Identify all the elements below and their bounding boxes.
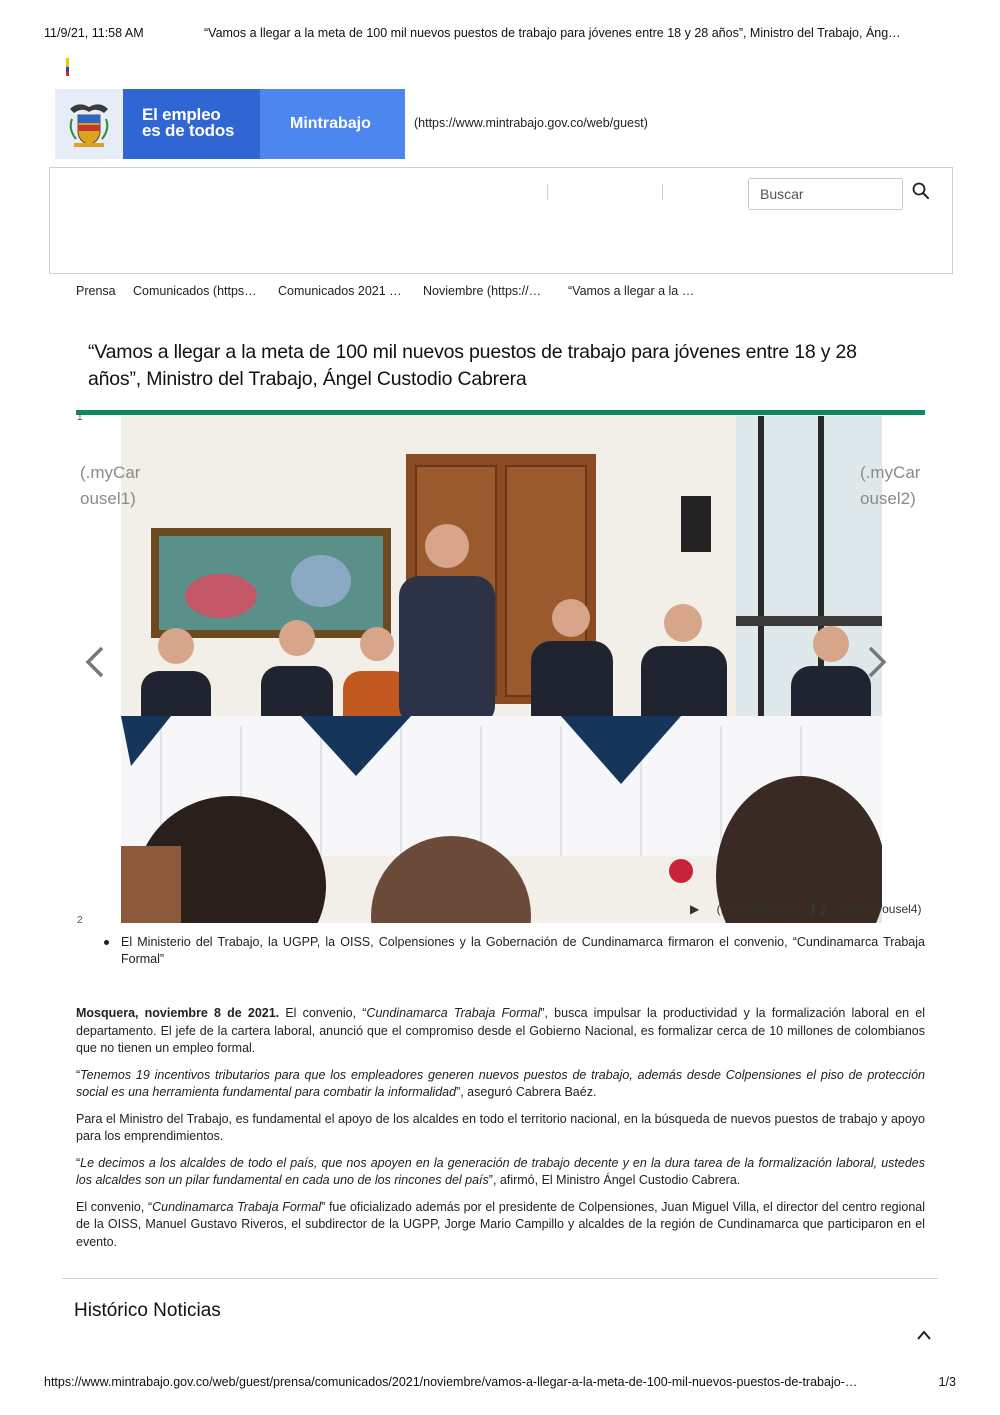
article-paragraph: [76, 1067, 925, 1102]
text-span: “: [76, 1155, 81, 1170]
page-title: “Vamos a llegar a la meta de 100 mil nuevos puestos de trabajo para jóvenes entre 18 y 28 años”, Ministro del Trabajo, Ángel Custodio Cabrera: [88, 341, 857, 390]
breadcrumb-item-comunicados[interactable]: Comunicados (https…: [133, 284, 257, 298]
article-paragraph: Para el Ministro del Trabajo, es fundamental el apoyo de los alcaldes en todo el territorio nacional, en la búsqueda de nuevos puestos de trabajo y apoyo para los emprendimientos.: [76, 1111, 925, 1143]
brand-home-link[interactable]: (https://www.mintrabajo.gov.co/web/guest): [414, 116, 648, 130]
navigation-bar: [49, 167, 953, 274]
section-divider: [62, 1278, 938, 1279]
article-photo: [121, 416, 882, 923]
chevron-up-icon[interactable]: [916, 1328, 932, 1340]
carousel-index-top: 1: [77, 412, 83, 423]
nav-divider: [662, 184, 663, 200]
carousel-next-link[interactable]: [860, 460, 920, 512]
carousel-pause-control[interactable]: [808, 902, 921, 916]
nav-divider: [547, 184, 548, 200]
breadcrumb-item-prensa[interactable]: Prensa: [76, 284, 116, 298]
coat-of-arms-icon: [55, 89, 123, 159]
slogan-line-2: es de todos: [142, 121, 235, 140]
carousel-play-control[interactable]: [690, 902, 799, 916]
text-span: El convenio, “: [76, 1199, 153, 1214]
bullet-icon: [104, 940, 109, 945]
text-span: ”, aseguró Cabrera Baéz.: [456, 1085, 597, 1099]
carousel-prev-link-text: ousel1): [80, 489, 136, 508]
photo-caption-text: El Ministerio del Trabajo, la UGPP, la OISS, Colpensiones y la Gobernación de Cundinamarca firmaron el convenio, “Cundinamarca Trabaja Formal”: [121, 935, 925, 966]
brand-banner[interactable]: [55, 89, 405, 159]
carousel-prev-link[interactable]: [80, 460, 140, 512]
carousel-prev-link-text: (.myCar: [80, 463, 141, 482]
breadcrumb-item-current: “Vamos a llegar a la …: [568, 284, 695, 298]
quote-text: Le decimos a los alcaldes de todo el país, que nos apoyen en la generación de trabajo decente y en la dura tarea de la formalización laboral, ustedes los alcaldes son un pilar fundamental en cada uno de los rincones del país: [76, 1155, 925, 1187]
slogan-line-1: El empleo: [142, 105, 221, 124]
search-input[interactable]: [748, 178, 903, 210]
play-icon: ▶: [690, 902, 700, 916]
quote-text: Tenemos 19 incentivos tributarios para que los empleadores generen nuevos puestos de trabajo, además desde Colpensiones el piso de protección social es una herramienta fundamental para combatir la informalidad: [76, 1067, 925, 1099]
dateline: Mosquera, noviembre 8 de 2021.: [76, 1006, 280, 1020]
search-icon[interactable]: [910, 180, 932, 202]
text-span: ”, afirmó, El Ministro Ángel Custodio Cabrera.: [488, 1173, 741, 1187]
pause-icon: ❚❚: [808, 902, 829, 916]
text-span: El convenio, “: [279, 1006, 367, 1020]
carousel-index-bottom: 2: [77, 915, 83, 926]
text-span: ” fue oficializado además por el presidente de Colpensiones, Juan Miguel Villa, el director del centro regional de la OISS, Manuel Gustavo Riveros, el subdirector de la UGPP, Jorge Mario Campillo y alcaldes de la región de Cundinamarca que participaron en el evento.: [76, 1199, 926, 1249]
text-span: ”, busca impulsar la productividad y la formalización laboral en el departamento. El jefe de la cartera laboral, anunció que el compromiso desde el Gobierno Nacional, es formalizar cerca de 10 millones de colombianos que no tienen un empleo formal.: [76, 1006, 925, 1055]
ministry-logo: Mintrabajo: [260, 89, 405, 159]
text-span: “: [76, 1067, 81, 1082]
photo-caption: [104, 934, 925, 968]
print-page-number: 1/3: [938, 1375, 956, 1389]
breadcrumb-item-noviembre[interactable]: Noviembre (https://…: [423, 284, 542, 298]
print-url: https://www.mintrabajo.gov.co/web/guest/prensa/comunicados/2021/noviembre/vamos-a-llegar-a-la-meta-de-100-mil-nuevos-puestos-de-trabajo-…: [44, 1375, 858, 1389]
chevron-right-icon[interactable]: [862, 642, 892, 682]
chevron-left-icon[interactable]: [80, 642, 110, 682]
carousel-next-link-text: (.myCar: [860, 463, 921, 482]
article-paragraph: [76, 1005, 925, 1058]
breadcrumb-item-comunicados-2021[interactable]: Comunicados 2021 …: [278, 284, 402, 298]
print-doc-title: “Vamos a llegar a la meta de 100 mil nuevos puestos de trabajo para jóvenes entre 18 y 28 años”, Ministro del Trabajo, Áng…: [204, 26, 901, 40]
carousel-pause-label: (.myCarousel4): [839, 902, 922, 916]
text-span: Cundinamarca Trabaja Formal: [152, 1199, 322, 1214]
print-datetime: 11/9/21, 11:58 AM: [44, 26, 144, 40]
article-body: [76, 1005, 925, 1260]
historico-noticias-heading: Histórico Noticias: [74, 1300, 221, 1321]
article-paragraph: [76, 1199, 925, 1252]
carousel-play-label: (.myCarousel3): [716, 902, 799, 916]
text-span: Cundinamarca Trabaja Formal: [366, 1006, 541, 1020]
colombia-flag-mark: [66, 58, 69, 76]
title-accent-rule: [76, 410, 925, 415]
article-paragraph: [76, 1155, 925, 1190]
brand-slogan: [123, 89, 260, 159]
carousel-next-link-text: ousel2): [860, 489, 916, 508]
